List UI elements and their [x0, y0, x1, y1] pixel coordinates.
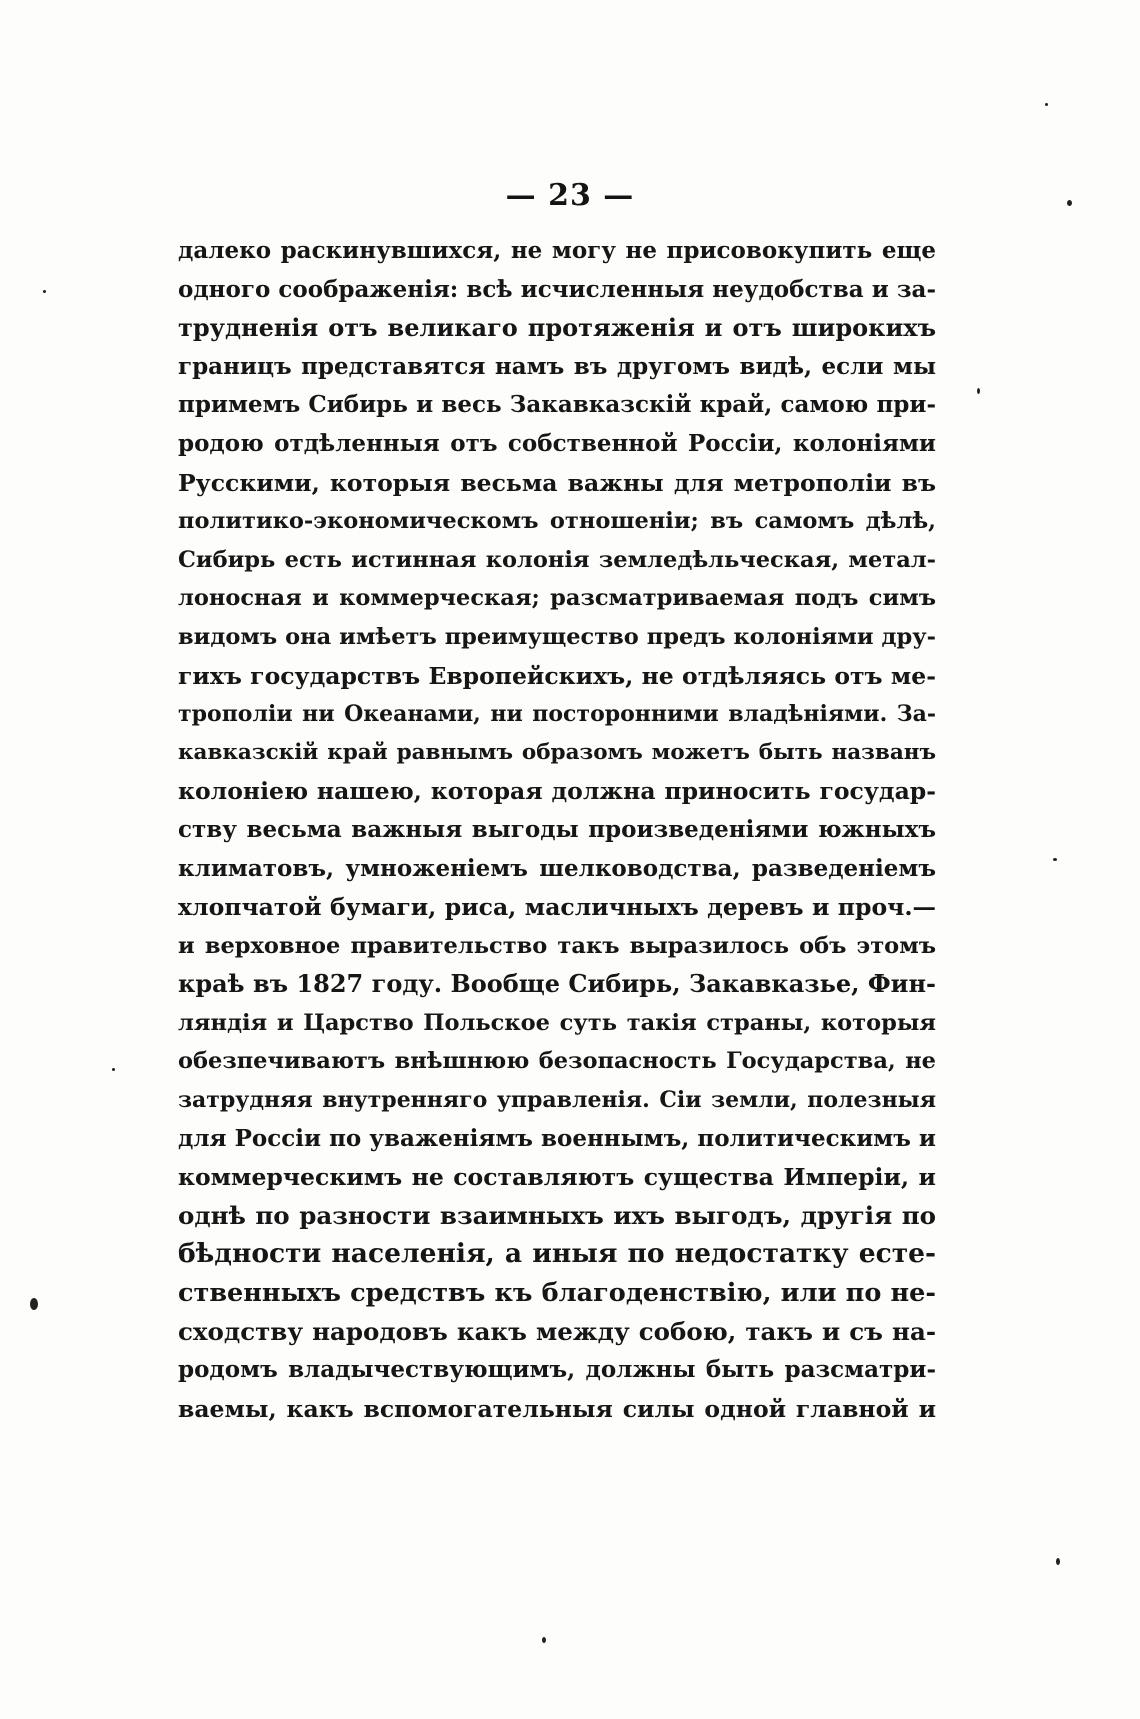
- text-line: трополіи ни Океанами, ни посторонними владѣніями. За-: [178, 701, 936, 728]
- text-line: трудненія отъ великаго протяженія и отъ широкихъ: [178, 313, 936, 343]
- scan-speck: [977, 388, 980, 394]
- text-line: сходству народовъ какъ между собою, такъ и съ на-: [178, 1316, 936, 1346]
- text-line: далеко раскинувшихся, не могу не присовокупить еще: [178, 237, 936, 264]
- text-line: ству весьма важныя выгоды произведеніями южныхъ: [178, 815, 936, 843]
- text-line: хлопчатой бумаги, риса, масличныхъ деревъ и проч.—: [178, 893, 936, 922]
- text-line: коммерческимъ не составляютъ существа Имперіи, и: [178, 1163, 936, 1192]
- scan-speck: [1067, 200, 1072, 206]
- text-line: колоніею нашею, которая должна приносить государ-: [178, 777, 936, 806]
- text-line: климатовъ, умноженіемъ шелководства, разведеніемъ: [178, 854, 936, 882]
- text-line: ляндія и Царство Польское суть такія страны, которыя: [178, 1009, 936, 1036]
- text-line: одного соображенія: всѣ исчисленныя неудобства и за-: [178, 275, 936, 303]
- text-line: границъ представятся намъ въ другомъ видѣ, если мы: [178, 352, 936, 380]
- scan-speck: [43, 290, 46, 293]
- text-line: обезпечиваютъ внѣшнюю безопасность Государства, не: [178, 1048, 936, 1075]
- scan-speck: [112, 1068, 115, 1071]
- scan-speck: [1053, 858, 1057, 861]
- body-text: [178, 232, 936, 1428]
- text-line: для Россіи по уваженіямъ военнымъ, политическимъ и: [178, 1124, 936, 1152]
- text-line: ваемы, какъ вспомогательныя силы одной главной и: [178, 1394, 936, 1423]
- scan-speck: [542, 1637, 546, 1643]
- text-line: краѣ въ 1827 году. Вообще Сибирь, Закавказье, Фин-: [178, 969, 936, 999]
- text-line: гихъ государствъ Европейскихъ, не отдѣляясь отъ ме-: [178, 661, 936, 690]
- page-number: — 23 —: [505, 178, 635, 213]
- text-line: и верховное правительство такъ выразилось объ этомъ: [178, 932, 936, 959]
- text-line: примемъ Сибирь и весь Закавказскій край, самою при-: [178, 391, 936, 419]
- text-line: Русскими, которыя весьма важны для метрополіи въ: [178, 468, 936, 497]
- text-line: родою отдѣленныя отъ собственной Россіи, колоніями: [178, 429, 936, 457]
- text-line: родомъ владычествующимъ, должны быть разсматри-: [178, 1356, 936, 1384]
- text-line: лоносная и коммерческая; разсматриваемая подъ симъ: [178, 585, 936, 612]
- text-line: ственныхъ средствъ къ благоденствію, или по не-: [178, 1278, 936, 1309]
- text-line: бѣдности населенія, а иныя по недостатку есте-: [178, 1238, 936, 1270]
- scan-speck: [30, 1298, 38, 1310]
- text-line: кавказскій край равнымъ образомъ можетъ быть названъ: [178, 739, 936, 765]
- scan-speck: [1045, 103, 1048, 106]
- text-line: видомъ она имѣетъ преимущество предъ колоніями дру-: [178, 623, 936, 650]
- text-line: политико-экономическомъ отношеніи; въ самомъ дѣлѣ,: [178, 508, 936, 535]
- text-line: затрудняя внутренняго управленія. Сіи земли, полезныя: [178, 1087, 936, 1114]
- scan-speck: [1056, 1558, 1060, 1565]
- text-line: Сибирь есть истинная колонія земледѣльческая, метал-: [178, 546, 936, 573]
- text-line: однѣ по разности взаимныхъ ихъ выгодъ, другія по: [178, 1200, 936, 1230]
